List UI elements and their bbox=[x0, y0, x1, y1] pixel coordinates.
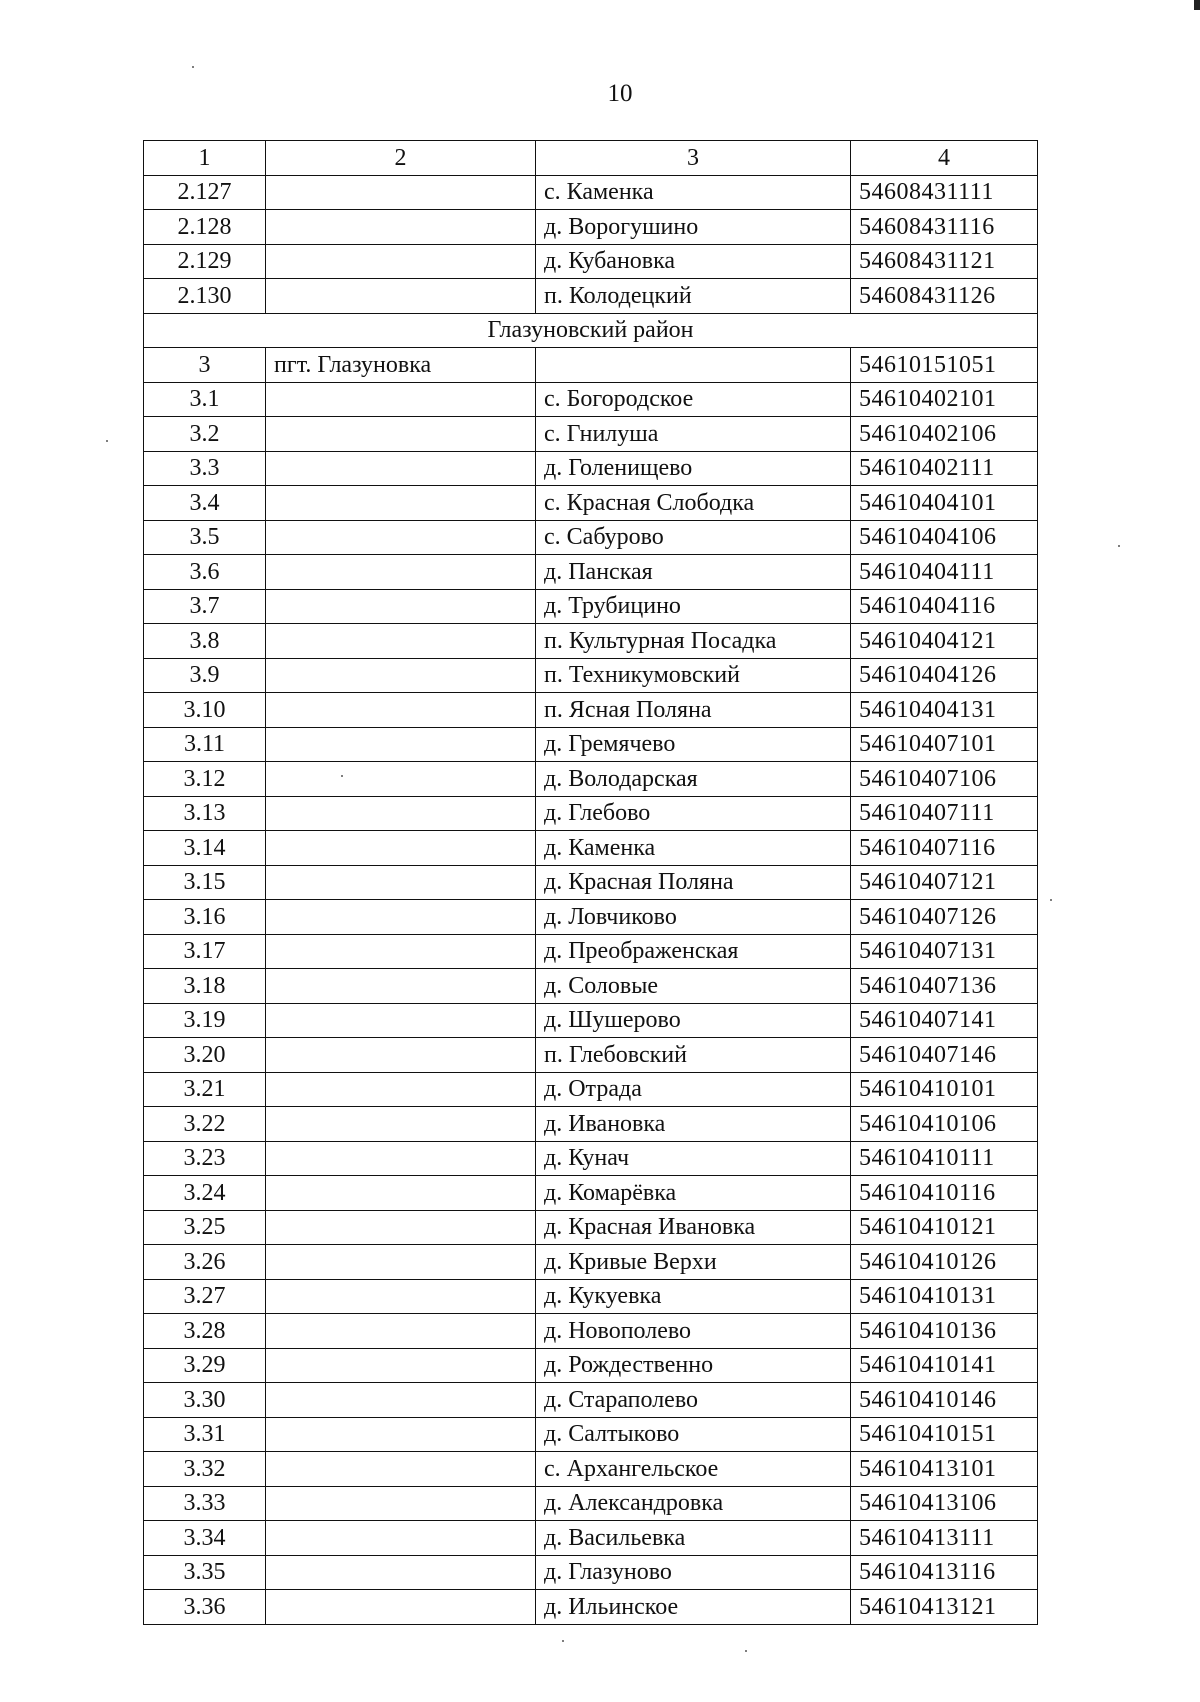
settlement-name: д. Отрада bbox=[536, 1072, 851, 1107]
table-row bbox=[144, 486, 1038, 521]
settlement-name: д. Гремячево bbox=[536, 727, 851, 762]
settlement-name: д. Володарская bbox=[536, 762, 851, 797]
table-row bbox=[144, 1521, 1038, 1556]
municipality-name bbox=[266, 1245, 536, 1280]
row-number: 2.127 bbox=[144, 175, 266, 210]
municipality-name bbox=[266, 1107, 536, 1142]
settlement-name: д. Кукуевка bbox=[536, 1279, 851, 1314]
row-number: 3.31 bbox=[144, 1417, 266, 1452]
municipality-name bbox=[266, 1383, 536, 1418]
table-row bbox=[144, 175, 1038, 210]
municipality-name bbox=[266, 486, 536, 521]
district-section bbox=[144, 313, 1038, 382]
oktmo-code: 54610407106 bbox=[851, 762, 1038, 797]
table-row bbox=[144, 1314, 1038, 1349]
oktmo-code: 54610410121 bbox=[851, 1210, 1038, 1245]
table-row bbox=[144, 382, 1038, 417]
settlement-name: д. Преображенская bbox=[536, 934, 851, 969]
settlement-name: с. Архангельское bbox=[536, 1452, 851, 1487]
row-number: 3.12 bbox=[144, 762, 266, 797]
municipality-name bbox=[266, 727, 536, 762]
municipality-name bbox=[266, 693, 536, 728]
municipality-name bbox=[266, 1003, 536, 1038]
row-number: 3.14 bbox=[144, 831, 266, 866]
municipality-name bbox=[266, 1314, 536, 1349]
scan-speck bbox=[562, 1640, 564, 1642]
district-settlement-rows bbox=[144, 382, 1038, 1624]
oktmo-code: 54610413101 bbox=[851, 1452, 1038, 1487]
oktmo-code: 54610413106 bbox=[851, 1486, 1038, 1521]
settlement-name: д. Кривые Верхи bbox=[536, 1245, 851, 1280]
oktmo-code: 54610410131 bbox=[851, 1279, 1038, 1314]
row-number: 3.10 bbox=[144, 693, 266, 728]
table-row bbox=[144, 244, 1038, 279]
table-row bbox=[144, 1107, 1038, 1142]
table-row bbox=[144, 1038, 1038, 1073]
municipality-name bbox=[266, 1452, 536, 1487]
row-number: 3.4 bbox=[144, 486, 266, 521]
table-row bbox=[144, 279, 1038, 314]
oktmo-code: 54610404106 bbox=[851, 520, 1038, 555]
settlement-name: д. Ильинское bbox=[536, 1590, 851, 1625]
table-row bbox=[144, 1348, 1038, 1383]
settlement-name: д. Новополево bbox=[536, 1314, 851, 1349]
row-number: 3.30 bbox=[144, 1383, 266, 1418]
settlement-name: д. Красная Ивановка bbox=[536, 1210, 851, 1245]
scan-speck bbox=[1050, 899, 1052, 901]
municipality-name bbox=[266, 1417, 536, 1452]
municipality-name bbox=[266, 1555, 536, 1590]
table-row bbox=[144, 1590, 1038, 1625]
oktmo-code: 54610407111 bbox=[851, 796, 1038, 831]
settlement-name: д. Ловчиково bbox=[536, 900, 851, 935]
header-row bbox=[144, 141, 1038, 176]
municipality-name bbox=[266, 624, 536, 659]
table-row bbox=[144, 1176, 1038, 1211]
row-number: 3.16 bbox=[144, 900, 266, 935]
table-row bbox=[144, 1245, 1038, 1280]
district-heading: Глазуновский район bbox=[144, 313, 1038, 348]
municipality-name bbox=[266, 762, 536, 797]
page-number: 10 bbox=[607, 80, 633, 107]
settlement-name: д. Кубановка bbox=[536, 244, 851, 279]
table-header bbox=[144, 141, 1038, 176]
row-number: 3.15 bbox=[144, 865, 266, 900]
table-row bbox=[144, 1279, 1038, 1314]
oktmo-code: 54610413116 bbox=[851, 1555, 1038, 1590]
municipality-name bbox=[266, 900, 536, 935]
table-row bbox=[144, 1141, 1038, 1176]
table-row bbox=[144, 658, 1038, 693]
oktmo-code: 54610410141 bbox=[851, 1348, 1038, 1383]
table-row bbox=[144, 210, 1038, 245]
column-header-1: 1 bbox=[144, 141, 266, 176]
table-row bbox=[144, 589, 1038, 624]
table-row bbox=[144, 727, 1038, 762]
oktmo-code: 54610407126 bbox=[851, 900, 1038, 935]
row-number: 3.9 bbox=[144, 658, 266, 693]
settlement-name bbox=[536, 348, 851, 383]
settlement-name: с. Богородское bbox=[536, 382, 851, 417]
row-number: 3.20 bbox=[144, 1038, 266, 1073]
table-row bbox=[144, 693, 1038, 728]
table-row bbox=[144, 1072, 1038, 1107]
row-number: 3.32 bbox=[144, 1452, 266, 1487]
row-number: 3.35 bbox=[144, 1555, 266, 1590]
municipality-name bbox=[266, 589, 536, 624]
row-number: 3.28 bbox=[144, 1314, 266, 1349]
municipality-name bbox=[266, 658, 536, 693]
oktmo-code: 54610402106 bbox=[851, 417, 1038, 452]
municipality-name bbox=[266, 1210, 536, 1245]
oktmo-code: 54610410151 bbox=[851, 1417, 1038, 1452]
oktmo-code: 54608431111 bbox=[851, 175, 1038, 210]
row-number: 3.22 bbox=[144, 1107, 266, 1142]
row-number: 3.36 bbox=[144, 1590, 266, 1625]
settlement-name: д. Ивановка bbox=[536, 1107, 851, 1142]
row-number: 3.19 bbox=[144, 1003, 266, 1038]
settlement-name: д. Глазуново bbox=[536, 1555, 851, 1590]
row-number: 2.128 bbox=[144, 210, 266, 245]
municipality-name bbox=[266, 1176, 536, 1211]
table-row bbox=[144, 1383, 1038, 1418]
settlement-name: д. Трубицино bbox=[536, 589, 851, 624]
oktmo-code: 54610407136 bbox=[851, 969, 1038, 1004]
table-row bbox=[144, 969, 1038, 1004]
row-number: 3.34 bbox=[144, 1521, 266, 1556]
municipality-name bbox=[266, 1348, 536, 1383]
oktmo-code: 54610404131 bbox=[851, 693, 1038, 728]
municipality-name bbox=[266, 451, 536, 486]
settlement-name: д. Голенищево bbox=[536, 451, 851, 486]
settlement-name: п. Ясная Поляна bbox=[536, 693, 851, 728]
table-row bbox=[144, 865, 1038, 900]
row-number: 3.6 bbox=[144, 555, 266, 590]
oktmo-code: 54610404101 bbox=[851, 486, 1038, 521]
oktmo-code: 54610404121 bbox=[851, 624, 1038, 659]
settlement-name: д. Соловые bbox=[536, 969, 851, 1004]
municipality-name bbox=[266, 520, 536, 555]
settlement-name: д. Красная Поляна bbox=[536, 865, 851, 900]
municipality-name bbox=[266, 382, 536, 417]
settlement-name: п. Колодецкий bbox=[536, 279, 851, 314]
oktmo-code: 54610410111 bbox=[851, 1141, 1038, 1176]
row-number: 3.11 bbox=[144, 727, 266, 762]
table-row bbox=[144, 831, 1038, 866]
settlement-name: д. Каменка bbox=[536, 831, 851, 866]
oktmo-code: 54610410136 bbox=[851, 1314, 1038, 1349]
municipality-name bbox=[266, 934, 536, 969]
table-row bbox=[144, 1555, 1038, 1590]
settlement-name: д. Кунач bbox=[536, 1141, 851, 1176]
oktmo-code: 54610413121 bbox=[851, 1590, 1038, 1625]
row-number: 3.23 bbox=[144, 1141, 266, 1176]
municipality-name bbox=[266, 279, 536, 314]
column-header-2: 2 bbox=[266, 141, 536, 176]
settlement-name: д. Васильевка bbox=[536, 1521, 851, 1556]
scan-corner-mark bbox=[1194, 0, 1200, 10]
row-number: 3.26 bbox=[144, 1245, 266, 1280]
table-row bbox=[144, 451, 1038, 486]
oktmo-code: 54608431121 bbox=[851, 244, 1038, 279]
row-number: 2.130 bbox=[144, 279, 266, 314]
district-heading-row bbox=[144, 313, 1038, 348]
oktmo-code: 54610407131 bbox=[851, 934, 1038, 969]
settlement-name: п. Культурная Посадка bbox=[536, 624, 851, 659]
municipality-name bbox=[266, 796, 536, 831]
settlement-name: с. Гнилуша bbox=[536, 417, 851, 452]
municipality-name bbox=[266, 555, 536, 590]
settlement-name: п. Техникумовский bbox=[536, 658, 851, 693]
oktmo-code: 54610404126 bbox=[851, 658, 1038, 693]
oktmo-code: 54610404116 bbox=[851, 589, 1038, 624]
municipality-name bbox=[266, 210, 536, 245]
oktmo-code: 54610410106 bbox=[851, 1107, 1038, 1142]
municipality-name bbox=[266, 175, 536, 210]
row-number: 3.24 bbox=[144, 1176, 266, 1211]
row-number: 2.129 bbox=[144, 244, 266, 279]
row-number: 3.25 bbox=[144, 1210, 266, 1245]
municipality-name bbox=[266, 1486, 536, 1521]
oktmo-code: 54610410146 bbox=[851, 1383, 1038, 1418]
row-number: 3.2 bbox=[144, 417, 266, 452]
column-header-3: 3 bbox=[536, 141, 851, 176]
municipality-name: пгт. Глазуновка bbox=[266, 348, 536, 383]
settlement-name: д. Салтыково bbox=[536, 1417, 851, 1452]
table-row bbox=[144, 1003, 1038, 1038]
oktmo-code: 54610151051 bbox=[851, 348, 1038, 383]
settlement-name: с. Каменка bbox=[536, 175, 851, 210]
settlement-name: с. Сабурово bbox=[536, 520, 851, 555]
row-number: 3.27 bbox=[144, 1279, 266, 1314]
scan-speck bbox=[1118, 545, 1120, 547]
oktmo-code: 54610413111 bbox=[851, 1521, 1038, 1556]
municipality-name bbox=[266, 1521, 536, 1556]
settlement-name: п. Глебовский bbox=[536, 1038, 851, 1073]
column-header-4: 4 bbox=[851, 141, 1038, 176]
row-number: 3.7 bbox=[144, 589, 266, 624]
municipality-name bbox=[266, 1072, 536, 1107]
settlement-name: д. Шушерово bbox=[536, 1003, 851, 1038]
row-number: 3.3 bbox=[144, 451, 266, 486]
row-number: 3 bbox=[144, 348, 266, 383]
district-center-row bbox=[144, 348, 1038, 383]
municipality-name bbox=[266, 1141, 536, 1176]
oktmo-code: 54610407146 bbox=[851, 1038, 1038, 1073]
oktmo-code: 54610402101 bbox=[851, 382, 1038, 417]
municipality-name bbox=[266, 831, 536, 866]
oktmo-code: 54608431126 bbox=[851, 279, 1038, 314]
row-number: 3.1 bbox=[144, 382, 266, 417]
oktmo-code: 54610407141 bbox=[851, 1003, 1038, 1038]
table-row bbox=[144, 1452, 1038, 1487]
table-row bbox=[144, 762, 1038, 797]
municipality-name bbox=[266, 1590, 536, 1625]
oktmo-code: 54610407121 bbox=[851, 865, 1038, 900]
table-row bbox=[144, 900, 1038, 935]
table-row bbox=[144, 934, 1038, 969]
settlement-name: д. Панская bbox=[536, 555, 851, 590]
scan-speck bbox=[341, 775, 343, 777]
settlement-name: д. Стараполево bbox=[536, 1383, 851, 1418]
scan-speck bbox=[192, 66, 194, 68]
municipality-name bbox=[266, 1038, 536, 1073]
row-number: 3.8 bbox=[144, 624, 266, 659]
settlement-name: д. Александровка bbox=[536, 1486, 851, 1521]
row-number: 3.29 bbox=[144, 1348, 266, 1383]
table-row bbox=[144, 1210, 1038, 1245]
row-number: 3.5 bbox=[144, 520, 266, 555]
settlement-name: д. Ворогушино bbox=[536, 210, 851, 245]
settlement-name: д. Комарёвка bbox=[536, 1176, 851, 1211]
scan-speck bbox=[106, 440, 108, 442]
row-number: 3.21 bbox=[144, 1072, 266, 1107]
previous-district-rows bbox=[144, 175, 1038, 313]
table-row bbox=[144, 520, 1038, 555]
table-row bbox=[144, 624, 1038, 659]
row-number: 3.17 bbox=[144, 934, 266, 969]
row-number: 3.33 bbox=[144, 1486, 266, 1521]
municipality-name bbox=[266, 417, 536, 452]
oktmo-code: 54608431116 bbox=[851, 210, 1038, 245]
oktmo-code: 54610410116 bbox=[851, 1176, 1038, 1211]
oktmo-code: 54610402111 bbox=[851, 451, 1038, 486]
settlement-name: с. Красная Слободка bbox=[536, 486, 851, 521]
table-row bbox=[144, 796, 1038, 831]
row-number: 3.13 bbox=[144, 796, 266, 831]
municipality-name bbox=[266, 969, 536, 1004]
settlements-table bbox=[143, 140, 1038, 1625]
table-row bbox=[144, 555, 1038, 590]
table-row bbox=[144, 1417, 1038, 1452]
municipality-name bbox=[266, 244, 536, 279]
municipality-name bbox=[266, 1279, 536, 1314]
oktmo-code: 54610404111 bbox=[851, 555, 1038, 590]
scan-speck bbox=[745, 1650, 747, 1652]
row-number: 3.18 bbox=[144, 969, 266, 1004]
oktmo-code: 54610410101 bbox=[851, 1072, 1038, 1107]
municipality-name bbox=[266, 865, 536, 900]
settlement-name: д. Рождественно bbox=[536, 1348, 851, 1383]
table-row bbox=[144, 1486, 1038, 1521]
table-row bbox=[144, 417, 1038, 452]
oktmo-code: 54610410126 bbox=[851, 1245, 1038, 1280]
oktmo-code: 54610407116 bbox=[851, 831, 1038, 866]
settlement-name: д. Глебово bbox=[536, 796, 851, 831]
oktmo-code: 54610407101 bbox=[851, 727, 1038, 762]
